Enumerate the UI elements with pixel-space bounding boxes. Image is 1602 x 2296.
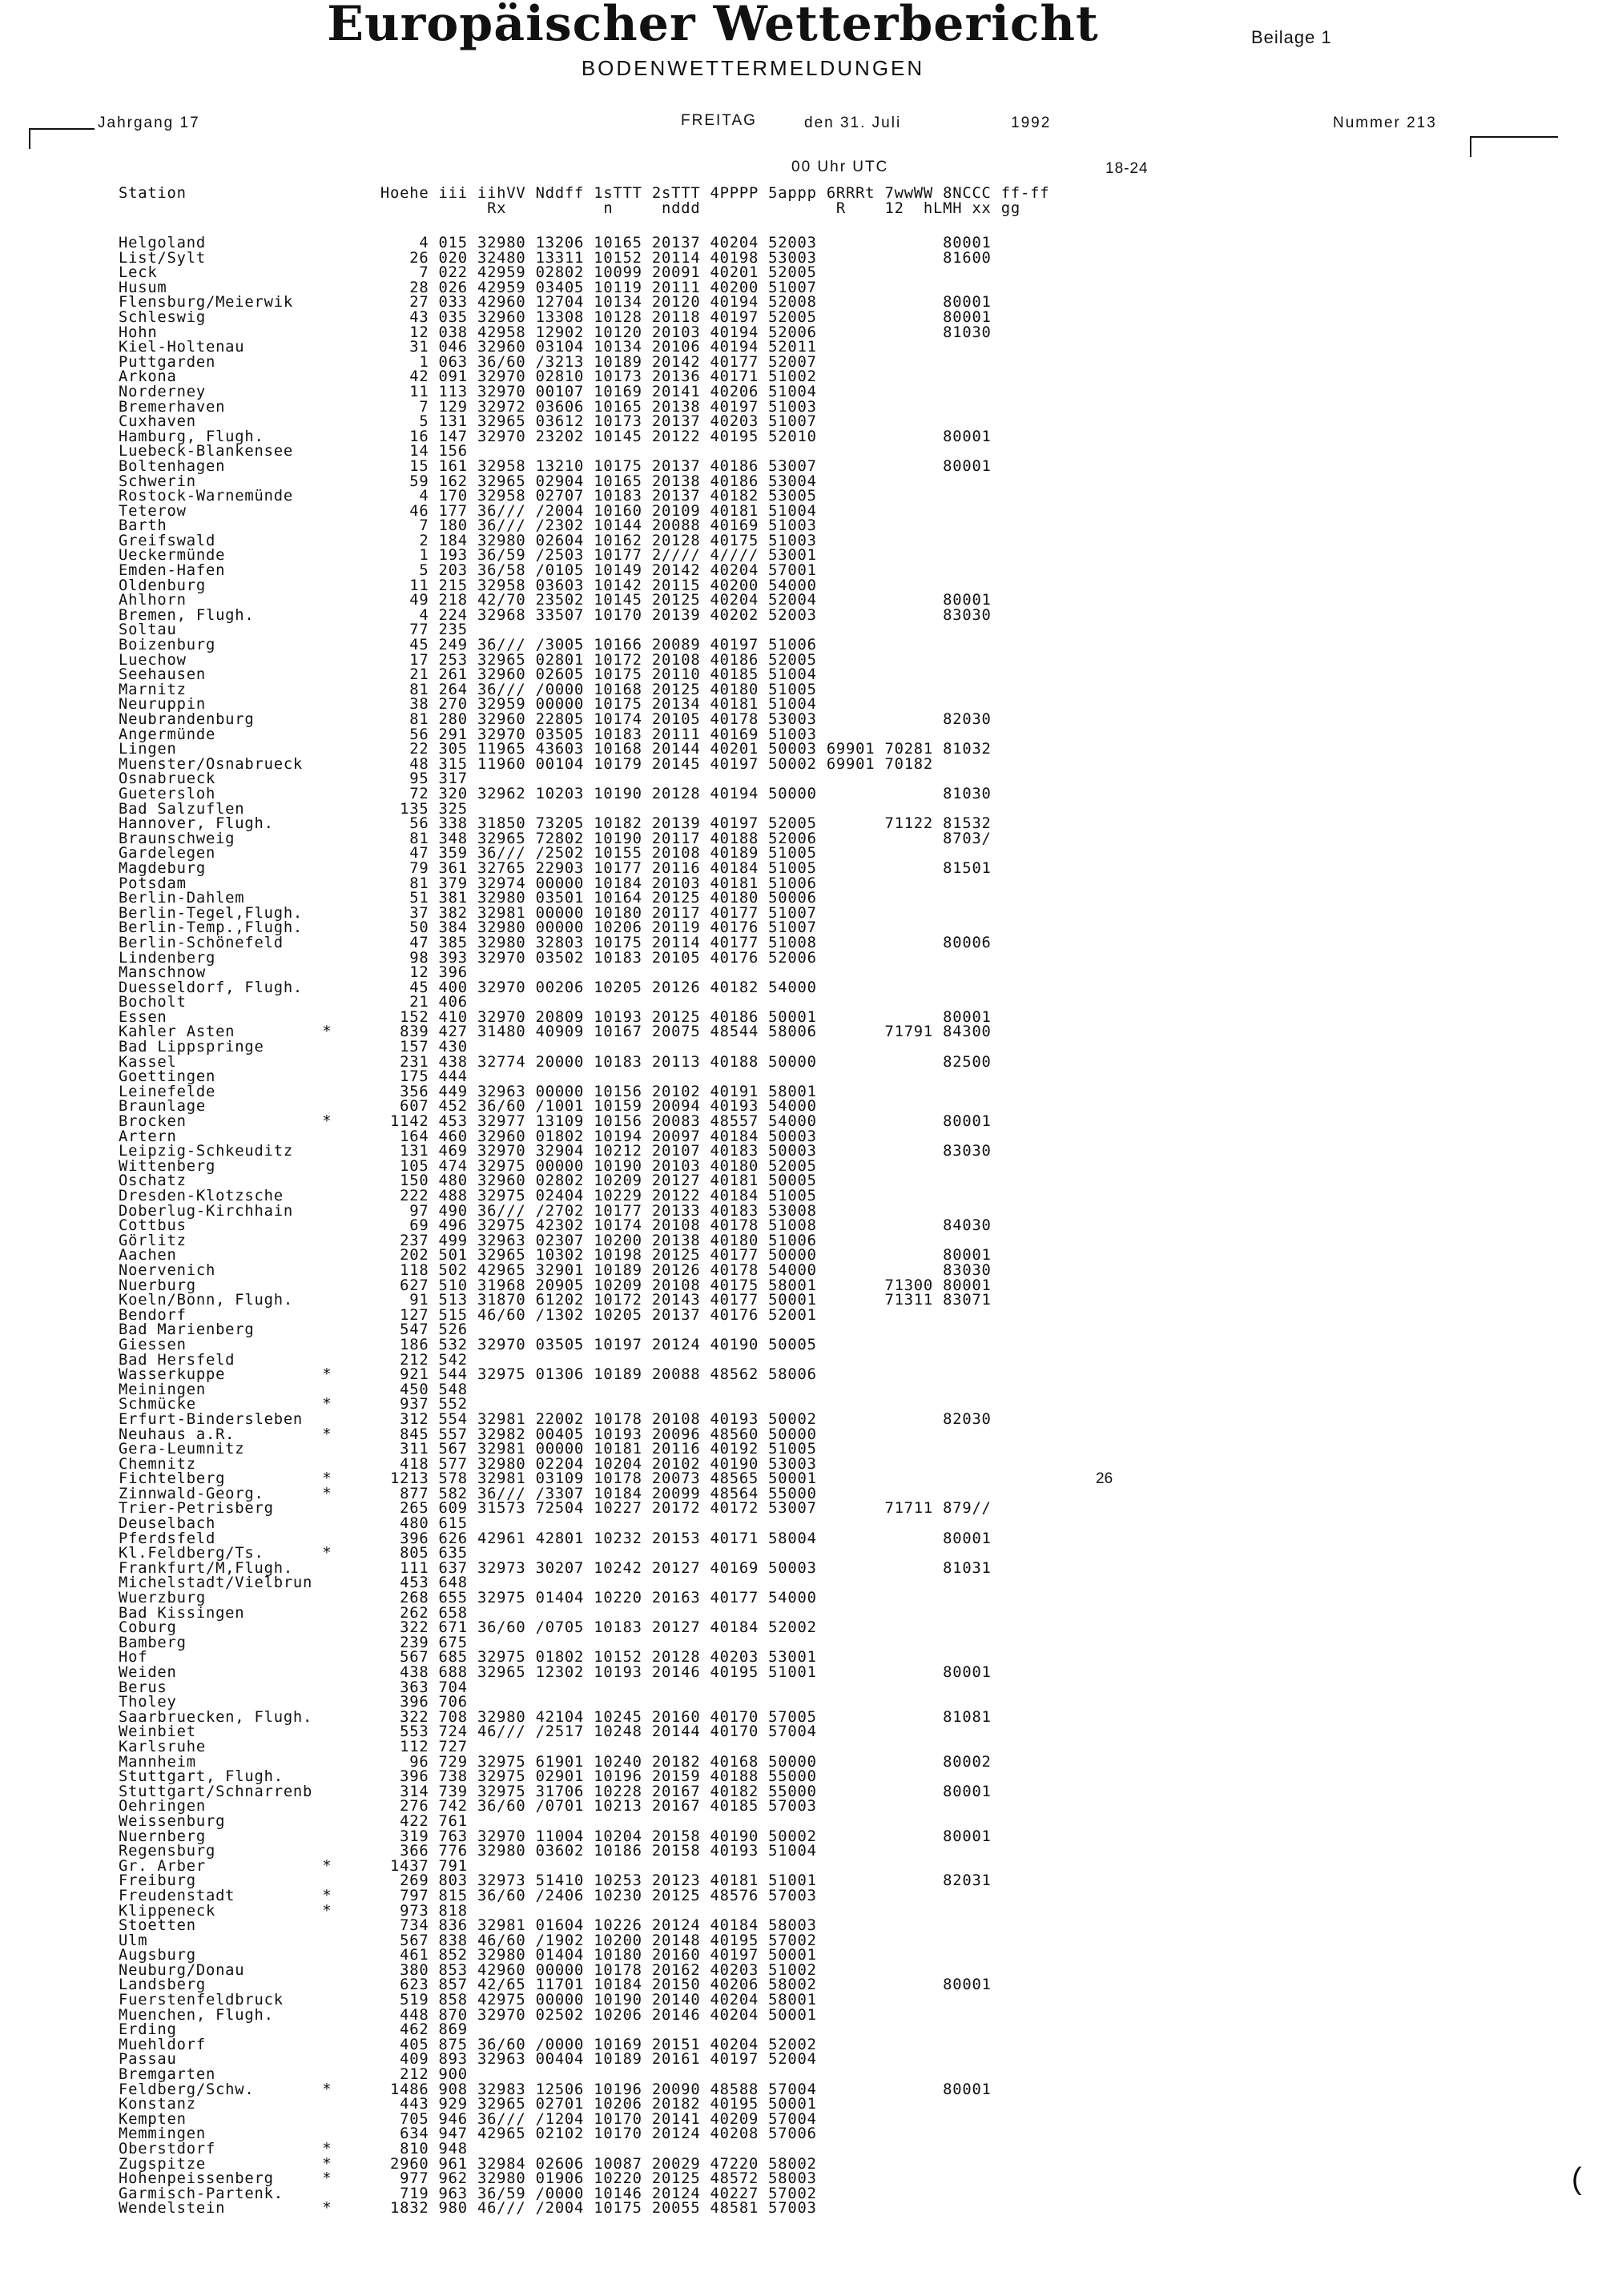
frame-tick-right	[1470, 136, 1471, 157]
table-row: Gera-Leumnitz 311 567 32981 00000 10181 20116 40192 51005	[119, 1441, 817, 1458]
table-row: Berlin-Dahlem 51 381 32980 03501 10164 20125 40180 50006	[119, 890, 817, 907]
table-row: Stuttgart/Schnarrenb 314 739 32975 31706 10228 20167 40182 55000 80001	[119, 1783, 992, 1800]
table-row: Braunlage 607 452 36/60 /1001 10159 20094 40193 54000	[119, 1098, 817, 1116]
table-row: Gr. Arber * 1437 791	[119, 1857, 468, 1875]
table-row: Stuttgart, Flugh. 396 738 32975 02901 10196 20159 40188 55000	[119, 1768, 817, 1786]
table-row: Osnabrueck 95 317	[119, 770, 468, 788]
frame-line-left	[29, 128, 95, 130]
table-row: Koeln/Bonn, Flugh. 91 513 31870 61202 10172 20143 40177 50001 71311 83071	[119, 1292, 992, 1309]
table-row: Flensburg/Meierwik 27 033 42960 12704 10134 20120 40194 52008 80001	[119, 294, 992, 312]
table-row: Oschatz 150 480 32960 02802 10209 20127 40181 50005	[119, 1172, 817, 1190]
report-subtitle: BODENWETTERMELDUNGEN	[581, 56, 925, 80]
table-row: Passau 409 893 32963 00404 10189 20161 40197 52004	[119, 2051, 817, 2069]
table-row: Artern 164 460 32960 01802 10194 20097 40184 50003	[119, 1128, 817, 1145]
table-row: Potsdam 81 379 32974 00000 10184 20103 40181 51006	[119, 875, 817, 892]
table-row: Dresden-Klotzsche 222 488 32975 02404 10229 20122 40184 51005	[119, 1188, 817, 1204]
table-row: Neubrandenburg 81 280 32960 22805 10174 20105 40178 53003 82030	[119, 711, 992, 728]
table-row: Luechow 17 253 32965 02801 10172 20108 40186 52005	[119, 651, 817, 669]
table-row: Freudenstadt * 797 815 36/60 /2406 10230 20125 48576 57003	[119, 1887, 817, 1904]
table-row: Landsberg 623 857 42/65 11701 10184 20150 40206 58002 80001	[119, 1976, 992, 1994]
table-row: Fichtelberg * 1213 578 32981 03109 10178 20073 48565 50001	[119, 1470, 817, 1488]
table-row: Brocken * 1142 453 32977 13109 10156 20083 48557 54000 80001	[119, 1113, 992, 1131]
table-row: Husum 28 026 42959 03405 10119 20111 40200 51007	[119, 279, 817, 296]
table-row: Ulm 567 838 46/60 /1902 10200 20148 40195 57002	[119, 1932, 817, 1949]
table-row: Hof 567 685 32975 01802 10152 20128 40203 53001	[119, 1649, 817, 1667]
table-row: Freiburg 269 803 32973 51410 10253 20123 40181 51001 82031	[119, 1872, 992, 1890]
table-row: Oehringen 276 742 36/60 /0701 10213 20167 40185 57003	[119, 1798, 817, 1815]
table-row: Wuerzburg 268 655 32975 01404 10220 20163 40177 54000	[119, 1590, 817, 1607]
scan-edge-mark: (	[1572, 2162, 1582, 2196]
table-row: Norderney 11 113 32970 00107 10169 20141 40206 51004	[119, 383, 817, 400]
table-row: Kiel-Holtenau 31 046 32960 03104 10134 20106 40194 52011	[119, 339, 817, 356]
table-row: Karlsruhe 112 727	[119, 1738, 468, 1755]
table-row: Weiden 438 688 32965 12302 10193 20146 40195 51001 80001	[119, 1664, 992, 1681]
table-row: Fuerstenfeldbruck 519 858 42975 00000 10190 20140 40204 58001	[119, 1992, 817, 2009]
table-row: List/Sylt 26 020 32480 13311 10152 20114 40198 53003 81600	[119, 249, 992, 267]
table-row: Braunschweig 81 348 32965 72802 10190 20117 40188 52006 8703/	[119, 830, 992, 847]
table-row: Cottbus 69 496 32975 42302 10174 20108 40178 51008 84030	[119, 1217, 992, 1235]
table-row: Bad Hersfeld 212 542	[119, 1351, 468, 1369]
table-row: Trier-Petrisberg 265 609 31573 72504 10227 20172 40172 53007 71711 879//	[119, 1500, 992, 1518]
table-row: Saarbruecken, Flugh. 322 708 32980 42104 10245 20160 40170 57005 81081	[119, 1708, 992, 1726]
table-row: Arkona 42 091 32970 02810 10173 20136 40171 51002	[119, 368, 817, 386]
table-row: Bad Salzuflen 135 325	[119, 800, 468, 818]
table-row: Teterow 46 177 36/// /2004 10160 20109 40181 51004	[119, 502, 817, 520]
station-table	[119, 236, 992, 2217]
table-row: Barth 7 180 36/// /2302 10144 20088 40169 51003	[119, 517, 817, 535]
table-row: Leck 7 022 42959 02802 10099 20091 40201 52005	[119, 264, 817, 282]
table-row: Berlin-Schönefeld 47 385 32980 32803 10175 20114 40177 51008 80006	[119, 934, 992, 951]
table-row: Berlin-Tegel,Flugh. 37 382 32981 00000 10180 20117 40177 51007	[119, 904, 817, 922]
table-row: Kempten 705 946 36/// /1204 10170 20141 40209 57004	[119, 2110, 817, 2128]
table-row: Augsburg 461 852 32980 01404 10180 20160 40197 50001	[119, 1947, 817, 1964]
table-row: Nuernberg 319 763 32970 11004 10204 20158 40190 50002 80001	[119, 1828, 992, 1845]
table-row: Manschnow 12 396	[119, 964, 468, 982]
table-row: Michelstadt/Vielbrun 453 648	[119, 1574, 468, 1592]
table-row: Bamberg 239 675	[119, 1634, 468, 1651]
table-row: Schleswig 43 035 32960 13308 10128 20118 40197 52005 80001	[119, 308, 992, 326]
table-row: Tholey 396 706	[119, 1694, 468, 1711]
table-row: Schwerin 59 162 32965 02904 10165 20138 40186 53004	[119, 472, 817, 490]
table-row: Angermünde 56 291 32970 03505 10183 20111 40169 51003	[119, 726, 817, 743]
table-row: Oberstdorf * 810 948	[119, 2141, 468, 2157]
table-row: Meiningen 450 548	[119, 1381, 468, 1398]
table-row: Bremerhaven 7 129 32972 03606 10165 20138 40197 51003	[119, 398, 817, 416]
table-row: Gardelegen 47 359 36/// /2502 10155 20108 40189 51005	[119, 845, 817, 863]
table-row: Neuhaus a.R. * 845 557 32982 00405 10193 20096 48560 50000	[119, 1425, 817, 1443]
table-row: Greifswald 2 184 32980 02604 10162 20128 40175 51003	[119, 532, 817, 549]
table-row: Magdeburg 79 361 32765 22903 10177 20116 40184 51005 81501	[119, 859, 992, 877]
wind-gust-value: 26	[1096, 1470, 1113, 1487]
table-row: Rostock-Warnemünde 4 170 32958 02707 10183 20137 40182 53005	[119, 488, 817, 505]
column-header-line-2: Rx n nddd R 12 hLMH xx gg	[119, 200, 1020, 217]
table-row: Boltenhagen 15 161 32958 13210 10175 20137 40186 53007 80001	[119, 457, 992, 475]
table-row: Guetersloh 72 320 32962 10203 10190 20128 40194 50000 81030	[119, 785, 992, 802]
table-row: Duesseldorf, Flugh. 45 400 32970 00206 10205 20126 40182 54000	[119, 979, 817, 996]
table-row: Zugspitze * 2960 961 32984 02606 10087 20029 47220 58002	[119, 2155, 817, 2173]
frame-tick-left	[29, 128, 30, 149]
table-row: Garmisch-Partenk. 719 963 36/59 /0000 10146 20124 40227 57002	[119, 2185, 817, 2202]
table-row: Lindenberg 98 393 32970 03502 10183 20105 40176 52006	[119, 949, 817, 967]
table-row: Bocholt 21 406	[119, 994, 468, 1011]
table-row: Soltau 77 235	[119, 621, 468, 639]
table-row: Marnitz 81 264 36/// /0000 10168 20125 40180 51005	[119, 681, 817, 698]
table-row: Bad Marienberg 547 526	[119, 1321, 468, 1339]
table-row: Deuselbach 480 615	[119, 1515, 468, 1533]
table-row: Oldenburg 11 215 32958 03603 10142 20115 40200 54000	[119, 577, 817, 594]
frame-line-right	[1470, 136, 1558, 138]
table-row: Hamburg, Flugh. 16 147 32970 23202 10145 20122 40195 52010 80001	[119, 428, 992, 445]
year-label: 1992	[1011, 115, 1052, 131]
table-row: Kl.Feldberg/Ts. * 805 635	[119, 1545, 468, 1562]
table-row: Aachen 202 501 32965 10302 10198 20125 40177 50000 80001	[119, 1247, 992, 1265]
table-row: Neuruppin 38 270 32959 00000 10175 20134 40181 51004	[119, 696, 817, 714]
table-row: Emden-Hafen 5 203 36/58 /0105 10149 20142 40204 57001	[119, 562, 817, 580]
table-row: Leinefelde 356 449 32963 00000 10156 20102 40191 58001	[119, 1083, 817, 1100]
table-row: Luebeck-Blankensee 14 156	[119, 443, 468, 460]
column-header-line-1: Station Hoehe iii iihVV Nddff 1sTTT 2sTTT 4PPPP 5appp 6RRRt 7wwWW 8NCCC ff-ff	[119, 185, 1050, 202]
table-row: Schmücke * 937 552	[119, 1396, 468, 1413]
supplement-label: Beilage 1	[1251, 27, 1332, 47]
table-row: Bremgarten 212 900	[119, 2066, 468, 2084]
table-row: Chemnitz 418 577 32980 02204 10204 20102 40190 53003	[119, 1455, 817, 1473]
table-row: Puttgarden 1 063 36/60 /3213 10189 20142 40177 52007	[119, 353, 817, 371]
date-label: den 31. Juli	[804, 115, 902, 131]
table-row: Konstanz 443 929 32965 02701 10206 20182 40195 50001	[119, 2096, 817, 2113]
report-title: Europäischer Wetterbericht	[327, 0, 1099, 52]
table-row: Mannheim 96 729 32975 61901 10240 20182 40168 50000 80002	[119, 1753, 992, 1771]
table-row: Berlin-Temp.,Flugh. 50 384 32980 00000 10206 20119 40176 51007	[119, 919, 817, 937]
table-row: Helgoland 4 015 32980 13206 10165 20137 40204 52003 80001	[119, 235, 992, 251]
table-row: Görlitz 237 499 32963 02307 10200 20138 40180 51006	[119, 1232, 817, 1249]
table-row: Noervenich 118 502 42965 32901 10189 20126 40178 54000 83030	[119, 1261, 992, 1279]
table-row: Nuerburg 627 510 31968 20905 10209 20108 40175 58001 71300 80001	[119, 1277, 992, 1294]
table-row: Coburg 322 671 36/60 /0705 10183 20127 40184 52002	[119, 1619, 817, 1637]
table-row: Boizenburg 45 249 36/// /3005 10166 20089 40197 51006	[119, 637, 817, 654]
table-row: Wittenberg 105 474 32975 00000 10190 20103 40180 52005	[119, 1157, 817, 1175]
table-row: Leipzig-Schkeuditz 131 469 32970 32904 10212 20107 40183 50003 83030	[119, 1143, 992, 1160]
table-row: Essen 152 410 32970 20809 10193 20125 40186 50001 80001	[119, 1008, 992, 1026]
utc-range-label: 18-24	[1105, 160, 1149, 177]
table-row: Klippeneck * 973 818	[119, 1902, 468, 1920]
table-row: Muenchen, Flugh. 448 870 32970 02502 10206 20146 40204 50001	[119, 2006, 817, 2024]
table-row: Zinnwald-Georg. * 877 582 36/// /3307 10184 20099 48564 55000	[119, 1485, 817, 1502]
table-row: Bad Kissingen 262 658	[119, 1604, 468, 1622]
table-row: Pferdsfeld 396 626 42961 42801 10232 20153 40171 58004 80001	[119, 1530, 992, 1547]
table-row: Erfurt-Bindersleben 312 554 32981 22002 10178 20108 40193 50002 82030	[119, 1410, 992, 1428]
table-row: Kahler Asten * 839 427 31480 40909 10167 20075 48544 58006 71791 84300	[119, 1023, 992, 1041]
table-row: Regensburg 366 776 32980 03602 10186 20158 40193 51004	[119, 1843, 817, 1860]
issue-number-label: Nummer 213	[1333, 115, 1437, 131]
table-row: Cuxhaven 5 131 32965 03612 10173 20137 40203 51007	[119, 413, 817, 431]
table-row: Neuburg/Donau 380 853 42960 00000 10178 20162 40203 51002	[119, 1961, 817, 1979]
table-row: Doberlug-Kirchhain 97 490 36/// /2702 10177 20133 40183 53008	[119, 1202, 817, 1220]
table-row: Bad Lippspringe 157 430	[119, 1039, 468, 1056]
table-row: Kassel 231 438 32774 20000 10183 20113 40188 50000 82500	[119, 1053, 992, 1071]
table-row: Berus 363 704	[119, 1679, 468, 1696]
utc-time-label: 00 Uhr UTC	[791, 159, 889, 175]
table-row: Giessen 186 532 32970 03505 10197 20124 40190 50005	[119, 1336, 817, 1353]
table-row: Lingen 22 305 11965 43603 10168 20144 40201 50003 69901 70281 81032	[119, 741, 992, 758]
weekday-label: FREITAG	[681, 112, 757, 129]
table-row: Weinbiet 553 724 46/// /2517 10248 20144 40170 57004	[119, 1723, 817, 1741]
table-row: Muehldorf 405 875 36/60 /0000 10169 20151 40204 52002	[119, 2036, 817, 2053]
table-row: Bendorf 127 515 46/60 /1302 10205 20137 40176 52001	[119, 1306, 817, 1324]
table-row: Seehausen 21 261 32960 02605 10175 20110 40185 51004	[119, 666, 817, 684]
volume-label: Jahrgang 17	[98, 115, 200, 131]
table-row: Stoetten 734 836 32981 01604 10226 20124 40184 58003	[119, 1917, 817, 1935]
table-row: Ueckermünde 1 193 36/59 /2503 10177 2//// 4//// 53001	[119, 547, 817, 565]
table-row: Memmingen 634 947 42965 02102 10170 20124 40208 57006	[119, 2125, 817, 2143]
table-row: Erding 462 869	[119, 2021, 468, 2039]
table-row: Bremen, Flugh. 4 224 32968 33507 10170 20139 40202 52003 83030	[119, 606, 992, 624]
table-row: Wasserkuppe * 921 544 32975 01306 10189 20088 48562 58006	[119, 1366, 817, 1384]
table-row: Feldberg/Schw. * 1486 908 32983 12506 10196 20090 48588 57004 80001	[119, 2081, 992, 2098]
table-row: Ahlhorn 49 218 42/70 23502 10145 20125 40204 52004 80001	[119, 592, 992, 609]
table-row: Goettingen 175 444	[119, 1068, 468, 1086]
table-row: Muenster/Osnabrueck 48 315 11960 00104 10179 20145 40197 50002 69901 70182	[119, 755, 934, 773]
table-row: Hohn 12 038 42958 12902 10120 20103 40194 52006 81030	[119, 324, 992, 341]
table-row: Hannover, Flugh. 56 338 31850 73205 10182 20139 40197 52005 71122 81532	[119, 815, 992, 833]
table-row: Hohenpeissenberg * 977 962 32980 01906 10220 20125 48572 58003	[119, 2170, 817, 2188]
table-row: Frankfurt/M,Flugh. 111 637 32973 30207 10242 20127 40169 50003 81031	[119, 1559, 992, 1577]
table-row: Wendelstein * 1832 980 46/// /2004 10175 20055 48581 57003	[119, 2200, 817, 2218]
table-row: Weissenburg 422 761	[119, 1812, 468, 1830]
